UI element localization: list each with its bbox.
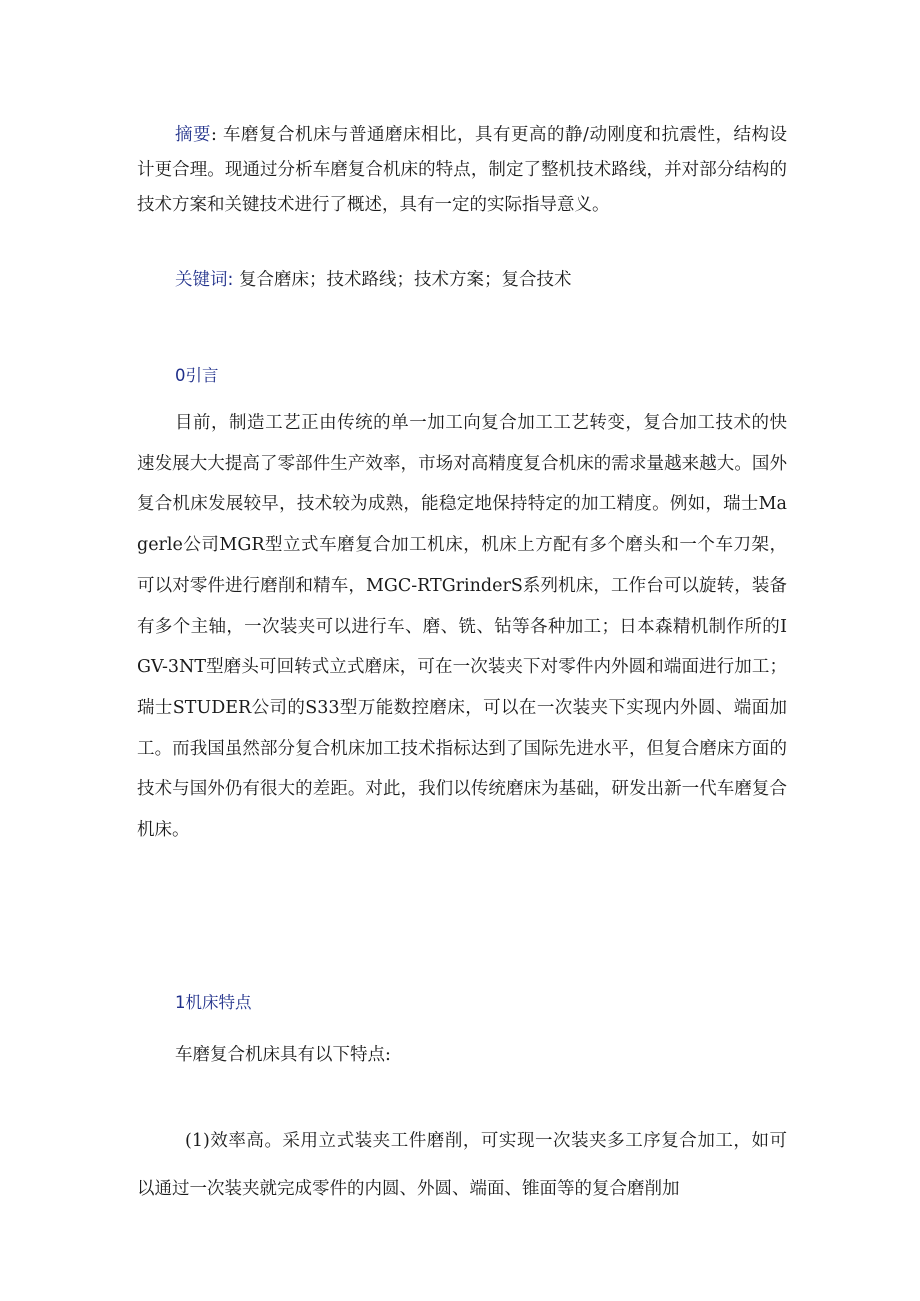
section-heading-features: 1机床特点 <box>175 993 252 1012</box>
features-item-1: (1)效率高。采用立式装夹工件磨削，可实现一次装夹多工序复合加工，如可以通过一次装夹就完成零件的内圆、外圆、端面、锥面等的复合磨削加 <box>137 1131 787 1199</box>
keywords-line <box>137 263 825 298</box>
section-heading-intro: 0引言 <box>175 366 219 385</box>
abstract-label: 摘要 <box>175 125 212 145</box>
abstract-text: 车磨复合机床与普通磨床相比，具有更高的静/动刚度和抗震性，结构设计更合理。现通过分析车磨复合机床的特点，制定了整机技术路线，并对部分结构的技术方案和关键技术进行了概述，具有一定的实际指导意义。 <box>137 125 787 215</box>
intro-paragraph: 目前，制造工艺正由传统的单一加工向复合加工工艺转变，复合加工技术的快速发展大大提高了零部件生产效率，市场对高精度复合机床的需求量越来越大。国外复合机床发展较早，技术较为成熟，能稳定地保持特定的加工精度。例如，瑞士Magerle公司MGR型立式车磨复合加工机床，机床上方配有多个磨头和一个车刀架，可以对零件进行磨削和精车，MGC-RTGrinderS系列机床，工作台可以旋转，装备有多个主轴，一次装夹可以进行车、磨、铣、钻等各种加工；日本森精机制作所的IGV-3NT型磨头可回转式立式磨床，可在一次装夹下对零件内外圆和端面进行加工；瑞士STUDER公司的S33型万能数控磨床，可以在一次装夹下实现内外圆、端面加工。而我国虽然部分复合机床加工技术指标达到了国际先进水平，但复合磨床方面的技术与国外仍有很大的差距。对此，我们以传统磨床为基础，研发出新一代车磨复合机床。 <box>137 413 787 841</box>
keywords-label: 关键词: <box>175 270 234 290</box>
features-lead-text: 车磨复合机床具有以下特点: <box>175 1045 391 1065</box>
keywords-text: 复合磨床；技术路线；技术方案；复合技术 <box>233 270 572 290</box>
abstract-paragraph <box>137 118 787 223</box>
abstract-separator: : <box>211 125 217 145</box>
